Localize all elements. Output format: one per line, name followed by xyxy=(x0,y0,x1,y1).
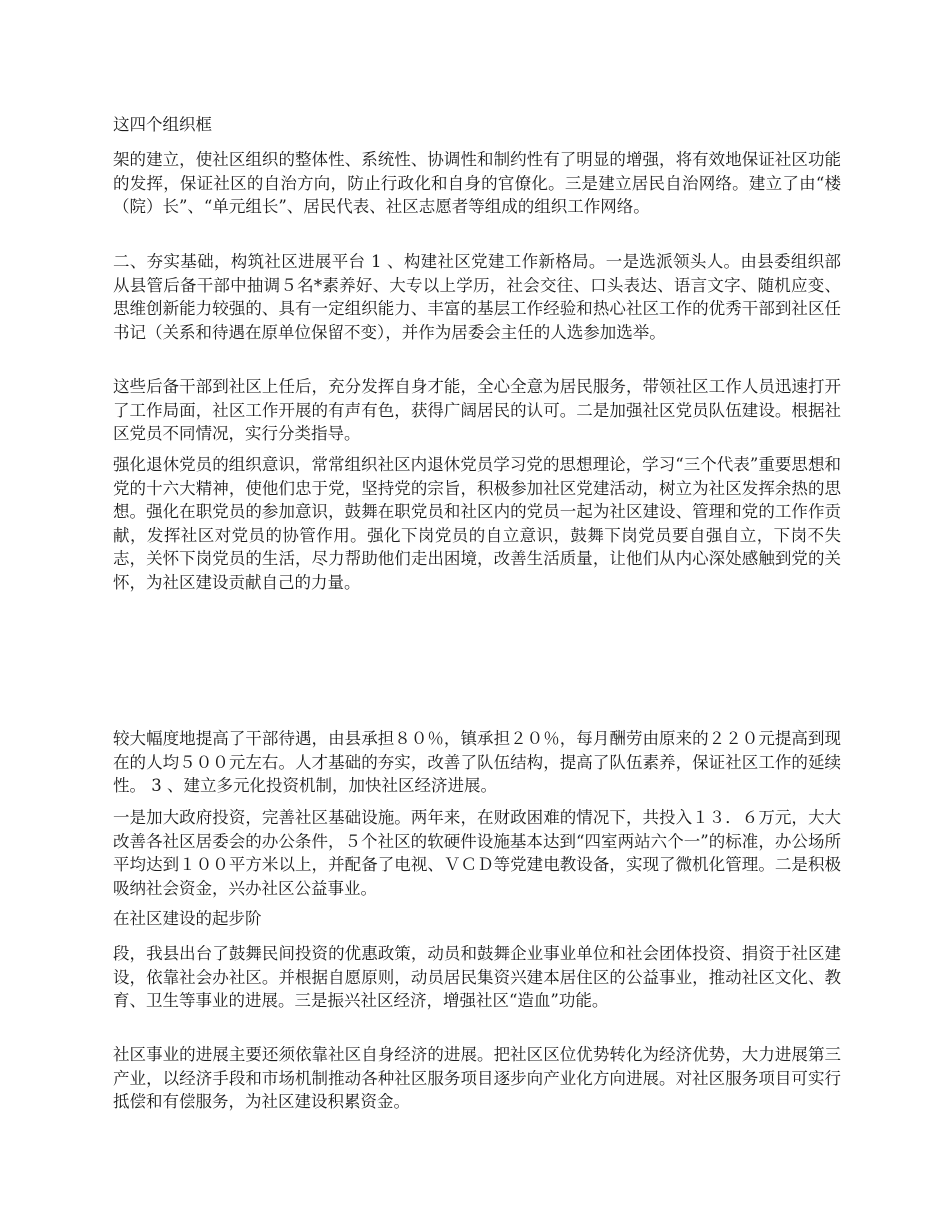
paragraph-reserve-cadres: 这些后备干部到社区上任后，充分发挥自身才能，全心全意为居民服务，带领社区工作人员迅速打开了工作局面，社区工作开展的有声有色，获得广阔居民的认可。二是加强社区党员队伍建设。根据社区党员不同情况，实行分类指导。 xyxy=(113,377,841,443)
paragraph-government-investment: 一是加大政府投资，完善社区基础设施。两年来，在财政困难的情况下，共投入１３．６万元，大大改善各社区居委会的办公条件，５个社区的软硬件设施基本达到“四室两站六个一”的标准，办公场所平均达到１００平方米以上，并配备了电视、ＶＣＤ等党建电教设备，实现了微机化管理。二是积极吸纳社会资金，兴办社区公益事业。 xyxy=(113,808,841,898)
paragraph-community-economy: 社区事业的进展主要还须依靠社区自身经济的进展。把社区区位优势转化为经济优势，大力进展第三产业，以经济手段和市场机制推动各种社区服务项目逐步向产业化方向进展。对社区服务项目可实行抵偿和有偿服务，为社区建设积累资金。 xyxy=(113,1045,841,1111)
paragraph-organization-framework: 架的建立，使社区组织的整体性、系统性、协调性和制约性有了明显的增强，将有效地保证社区功能的发挥，保证社区的自治方向，防止行政化和自身的官僚化。三是建立居民自治网络。建立了由“楼（院）长”、“单元组长”、居民代表、社区志愿者等组成的组织工作网络。 xyxy=(113,150,841,216)
paragraph-initial-stage-fragment: 在社区建设的起步阶 xyxy=(113,909,262,928)
paragraph-section-fragment: 这四个组织框 xyxy=(113,115,212,134)
paragraph-party-member-awareness: 强化退休党员的组织意识，常常组织社区内退休党员学习党的思想理论，学习“三个代表”重要思想和党的十六大精神，使他们忠于党，坚持党的宗旨，积极参加社区党建活动，树立为社区发挥余热的思想。强化在职党员的参加意识，鼓舞在职党员和社区内的党员一起为社区建设、管理和党的工作作贡献，发挥社区对党员的协管作用。强化下岗党员的自立意识，鼓舞下岗党员要自强自立，下岗不失志，关怀下岗党员的生活，尽力帮助他们走出困境，改善生活质量，让他们从内心深处感触到党的关怀，为社区建设贡献自己的力量。 xyxy=(113,455,841,592)
paragraph-cadre-treatment: 较大幅度地提高了干部待遇，由县承担８０％，镇承担２０％，每月酬劳由原来的２２０元提高到现在的人均５００元左右。人才基础的夯实，改善了队伍结构，提高了队伍素养，保证社区工作的延续性。 3 、建立多元化投资机制，加快社区经济进展。 xyxy=(113,729,841,795)
paragraph-private-investment: 段，我县出台了鼓舞民间投资的优惠政策，动员和鼓舞企业事业单位和社会团体投资、捐资于社区建设，依靠社会办社区。并根据自愿原则，动员居民集资兴建本居住区的公益事业，推动社区文化、教育、卫生等事业的进展。三是振兴社区经济，增强社区“造血”功能。 xyxy=(113,944,841,1010)
paragraph-party-building: 二、夯实基础，构筑社区进展平台 1 、构建社区党建工作新格局。一是选派领头人。由县委组织部从县管后备干部中抽调５名*素养好、大专以上学历，社会交往、口头表达、语言文字、随机应变、思维创新能力较强的、具有一定组织能力、丰富的基层工作经验和热心社区工作的优秀干部到社区任书记（关系和待遇在原单位保留不变），并作为居委会主任的人选参加选举。 xyxy=(113,252,841,342)
